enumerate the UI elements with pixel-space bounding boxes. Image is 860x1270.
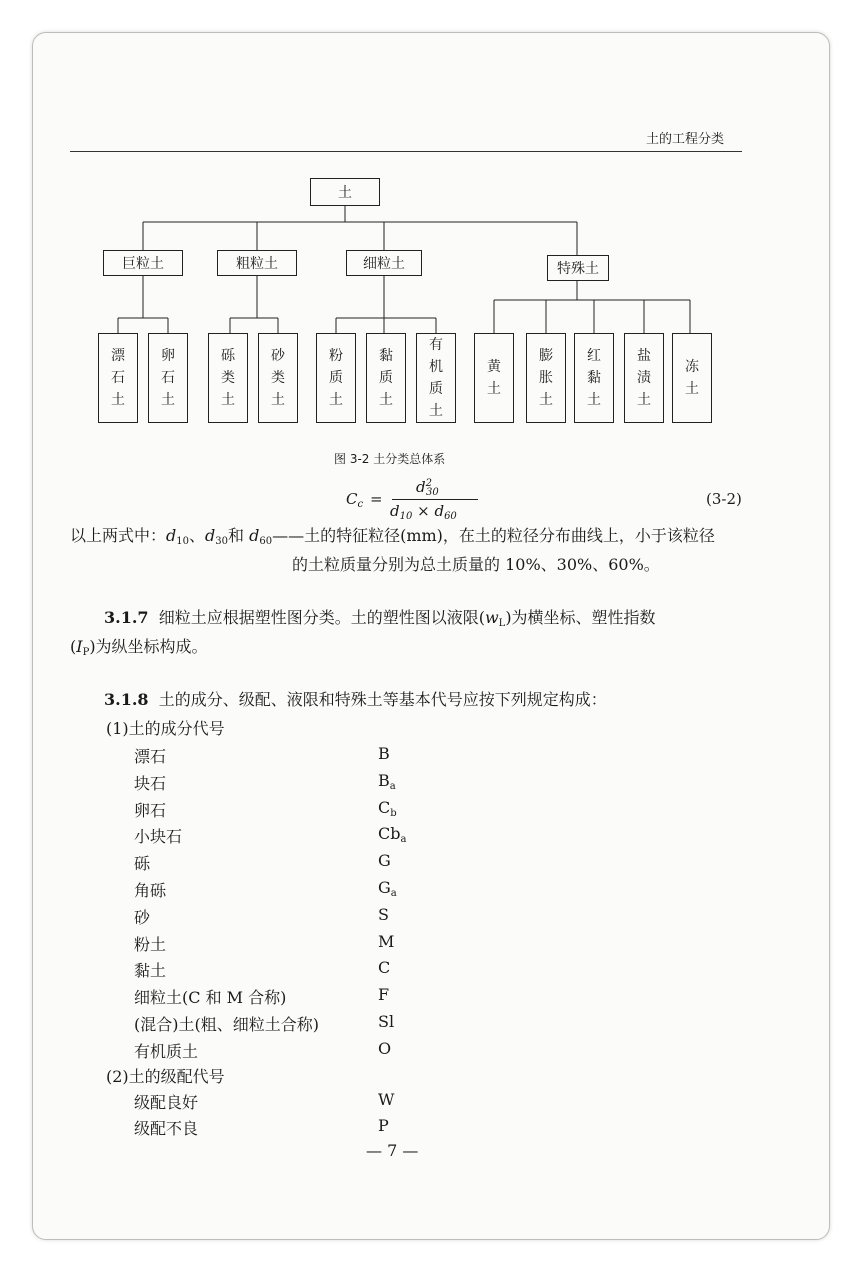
code-item-code: $Cb_a$ [378,824,407,846]
gradation-item-name: 级配良好 [134,1093,199,1112]
node-special-soil [547,255,609,281]
code-item-code: M [378,931,395,951]
leaf-boulder-soil [98,333,138,423]
leaf-label: 黄土 [487,359,501,397]
code-item-name: 小块石 [134,827,183,847]
code-item-name: 粉土 [134,934,167,954]
leaf-label: 漂石土 [111,348,125,408]
leaf-saline-soil [624,333,664,423]
leaf-label: 盐渍土 [637,348,651,408]
section-3-1-7: 3.1.7 细粒土应根据塑性图分类。土的塑性图以液限$(w_L)$为横坐标、塑性指数 [104,608,656,629]
code-item-name: 块石 [134,773,167,793]
leaf-label: 膨胀土 [539,348,553,408]
leaf-clayey-soil [366,333,406,423]
node-label: 巨粒土 [122,256,164,272]
node-giant-grain [103,250,183,276]
leaf-label: 红黏土 [587,348,601,408]
leaf-silty-soil [316,333,356,423]
fraction-bar [392,499,478,500]
code-item-code: F [378,985,390,1005]
figure-caption: 图 3-2 土分类总体系 [334,452,446,466]
code-item-name: 黏土 [134,961,167,981]
code-item-code: Sl [378,1012,395,1031]
node-root [310,178,380,206]
code-item-name: 砂 [134,907,151,927]
code-item-name: 漂石 [134,747,167,766]
gradation-item-name: 级配不良 [134,1119,199,1138]
code-item-code: $B_a$ [378,770,396,792]
leaf-label: 有机质土 [429,337,443,419]
leaf-label: 粉质土 [329,348,343,408]
leaf-label: 黏质土 [379,348,393,408]
section-3-1-8: 3.1.8 土的成分、级配、液限和特殊土等基本代号应按下列规定构成： [104,690,607,709]
code-item-code: $G_a$ [378,878,397,899]
section-3-1-7-line2: $(I_P)$为纵坐标构成。 [70,637,208,658]
leaf-frozen-soil [672,333,712,423]
leaf-sand-soil [258,333,298,423]
code-item-code: G [378,851,391,871]
code-item-name: 卵石 [134,800,167,820]
code-item-code: $C_b$ [378,797,397,819]
leaf-gravel-soil [208,333,248,423]
code-item-code: S [378,904,389,924]
code-item-name: 砾 [134,854,151,874]
equation-number: (3-2) [706,490,742,508]
formula-eq: = [370,490,383,508]
leaf-label: 冻土 [685,359,699,397]
node-label: 细粒土 [363,256,405,272]
definition-paragraph-line2: 的土粒质量分别为总土质量的 10%、30%、60%。 [292,555,660,574]
node-fine-grain [346,250,422,276]
running-header: 土的工程分类 [646,132,725,147]
formula-numerator: $d^2_{30}$ [416,478,439,498]
code-item-name: (混合)土(粗、细粒土合称) [134,1015,319,1034]
code-item-code: O [378,1038,392,1058]
code-item-name: 角砾 [134,881,167,900]
formula-lhs: $C_c$ [346,490,364,510]
subheading-gradation-code: (2)土的级配代号 [106,1067,225,1086]
code-item-code: C [378,958,391,978]
node-label: 特殊土 [557,261,599,277]
leaf-cobble-soil [148,333,188,423]
node-coarse-grain [217,250,297,276]
node-label: 粗粒土 [236,256,278,272]
leaf-label: 砂类土 [271,348,285,408]
node-root-label: 土 [338,185,352,201]
code-item-name: 有机质土 [134,1041,199,1061]
page-number: — 7 — [366,1141,419,1160]
code-item-name: 细粒土(C 和 M 合称) [134,988,287,1008]
definition-paragraph: 以上两式中：$d_{10}$、$d_{30}$和 $d_{60}——$土的特征粒径(mm)，在土的粒径分布曲线上，小于该粒径 [70,526,715,547]
leaf-organic-soil [416,333,456,423]
gradation-item-code: P [378,1116,389,1135]
code-item-code: B [378,744,390,763]
leaf-red-clay [574,333,614,423]
leaf-loess [474,333,514,423]
leaf-label: 卵石土 [161,348,175,408]
subheading-composition-code: (1)土的成分代号 [106,719,225,738]
leaf-expansive-soil [526,333,566,423]
gradation-item-code: W [378,1090,395,1109]
leaf-label: 砾类土 [221,348,235,408]
formula-denominator: $d_{10} \times d_{60}$ [390,502,457,522]
